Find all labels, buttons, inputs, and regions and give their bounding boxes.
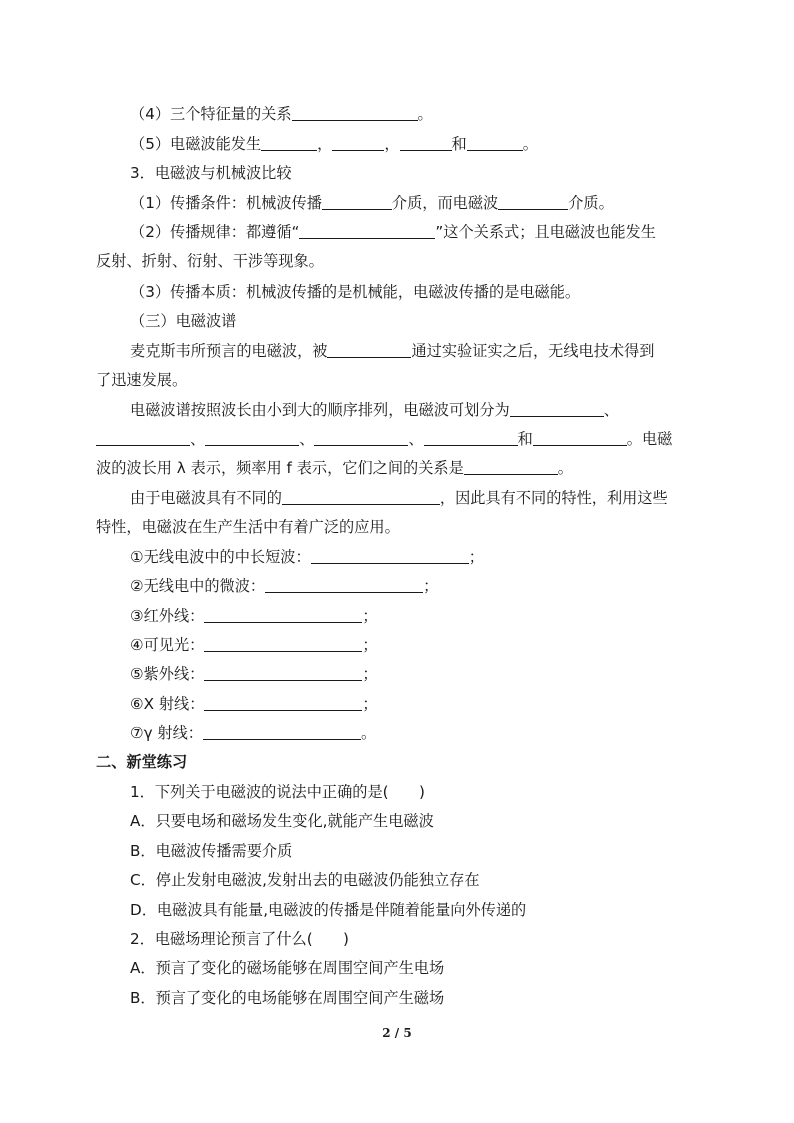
fill-blank [299,223,435,239]
fill-blank [322,194,392,210]
fill-blank [282,489,440,505]
fill-blank [533,430,627,446]
answer-option: D．电磁波具有能量,电磁波的传播是伴随着能量向外传递的 [130,901,527,919]
fill-blank [292,105,418,121]
fill-blank [203,724,361,740]
fill-blank [400,135,452,151]
text-line: 麦克斯韦所预言的电磁波，被 通过实验证实之后，无线电技术得到 [130,342,655,360]
fill-blank [464,459,558,475]
text-line: （5）电磁波能发生 ， ， 和 。 [130,135,538,153]
answer-option: A．只要电场和磁场发生变化,就能产生电磁波 [130,812,434,830]
text-line: 了迅速发展。 [96,371,188,389]
list-item: ③红外线： ； [130,607,378,625]
fill-blank [265,577,423,593]
list-item: ⑤紫外线： ； [130,665,378,683]
fill-blank [204,607,362,623]
text-line: 特性，电磁波在生产生活中有着广泛的应用。 [96,518,400,536]
list-item: ⑥X 射线： ； [130,695,378,713]
fill-blank [424,430,518,446]
fill-blank [204,636,362,652]
list-item: ⑦γ 射线： 。 [130,724,377,742]
answer-option: A．预言了变化的磁场能够在周围空间产生电场 [130,959,445,977]
list-item: ②无线电中的微波： ； [130,577,439,595]
answer-option: C．停止发射电磁波,发射出去的电磁波仍能独立存在 [130,871,480,889]
text-line: 电磁波谱按照波长由小到大的顺序排列，电磁波可划分为 、 [130,401,619,419]
answer-option: B．预言了变化的电场能够在周围空间产生磁场 [130,989,445,1007]
list-item: ④可见光： ； [130,636,378,654]
fill-blank [204,665,362,681]
fill-blank [261,135,317,151]
fill-blank [96,430,190,446]
text-line: 反射、折射、衍射、干涉等现象。 [96,252,324,270]
fill-blank [332,135,384,151]
question: 1．下列关于电磁波的说法中正确的是( ) [130,783,425,801]
fill-blank [467,135,523,151]
fill-blank [314,430,408,446]
fill-blank [311,548,469,564]
fill-blank [498,194,568,210]
list-item: ①无线电波中的中长短波： ； [130,548,484,566]
text-line: （4）三个特征量的关系 。 [130,105,433,123]
fill-blank [205,430,299,446]
answer-option: B．电磁波传播需要介质 [130,842,293,860]
fill-blank [204,695,362,711]
text-line: （2）传播规律：都遵循“ ”这个关系式；且电磁波也能发生 [130,223,656,241]
question: 2．电磁场理论预言了什么( ) [130,930,349,948]
page-number: 2 / 5 [382,1026,412,1040]
fill-blank [510,401,604,417]
fill-blank [327,342,411,358]
text-line: （1）传播条件：机械波传播 介质，而电磁波 介质。 [130,194,614,212]
text-line: 、 、 、 和 。电磁 [96,428,672,450]
text-line: 3．电磁波与机械波比较 [130,164,292,182]
section-heading: （三）电磁波谱 [130,312,237,330]
text-line: （3）传播本质：机械波传播的是机械能，电磁波传播的是电磁能。 [130,283,581,301]
text-line: 波的波长用 λ 表示，频率用 f 表示，它们之间的关系是 。 [96,459,573,477]
section-heading: 二、新堂练习 [96,753,188,771]
text-line: 由于电磁波具有不同的 ，因此具有不同的特性，利用这些 [130,489,668,507]
